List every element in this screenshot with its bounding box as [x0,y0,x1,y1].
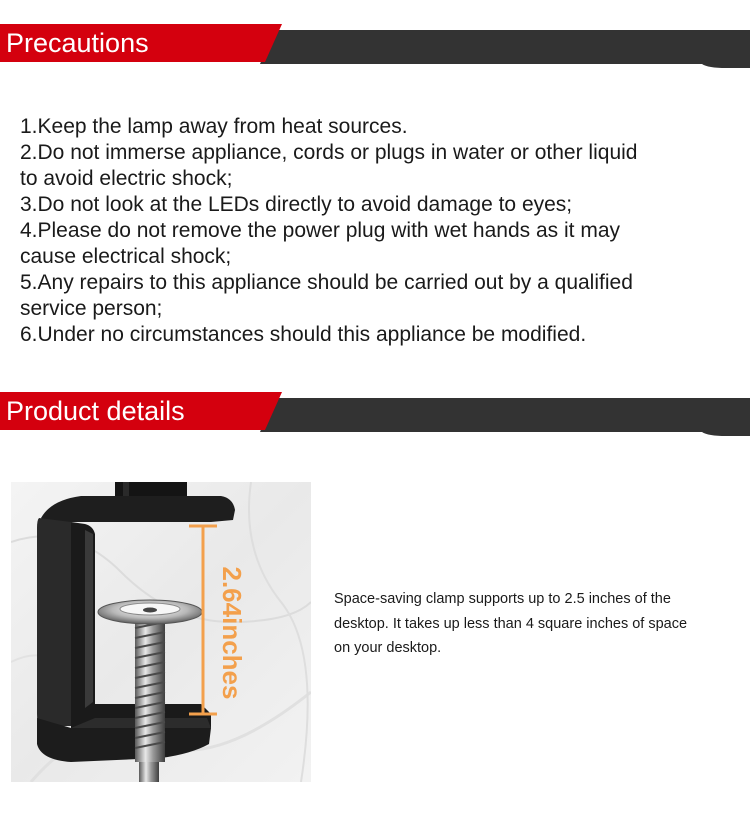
product-description [334,587,734,661]
precaution-line: cause electrical shock; [20,245,232,268]
description-line: Space-saving clamp supports up to 2.5 inches of the [334,591,671,607]
precaution-line: to avoid electric shock; [20,167,233,190]
description-line: desktop. It takes up less than 4 square inches of space [334,615,688,632]
precaution-line: 3.Do not look at the LEDs directly to avoid damage to eyes; [20,193,573,216]
section-title: Precautions [6,28,149,58]
precaution-line: 1.Keep the lamp away from heat sources. [20,115,408,138]
desk-clamp-photo [11,482,311,782]
section-banner-precautions [0,24,750,68]
precautions-list [20,114,735,348]
precaution-line: 2.Do not immerse appliance, cords or plugs in water or other liquid [20,141,638,164]
precaution-line: 6.Under no circumstances should this appliance be modified. [20,323,587,346]
precaution-line: service person; [20,297,163,320]
section-title: Product details [6,396,185,426]
precaution-line: 5.Any repairs to this appliance should be carried out by a qualified [20,271,633,294]
measurement-text: 2.64inches [217,566,247,700]
desk-clamp-image [11,482,311,782]
precaution-line: 4.Please do not remove the power plug with wet hands as it may [20,219,620,242]
description-line: on your desktop. [334,640,442,656]
section-banner-product-details [0,392,750,436]
